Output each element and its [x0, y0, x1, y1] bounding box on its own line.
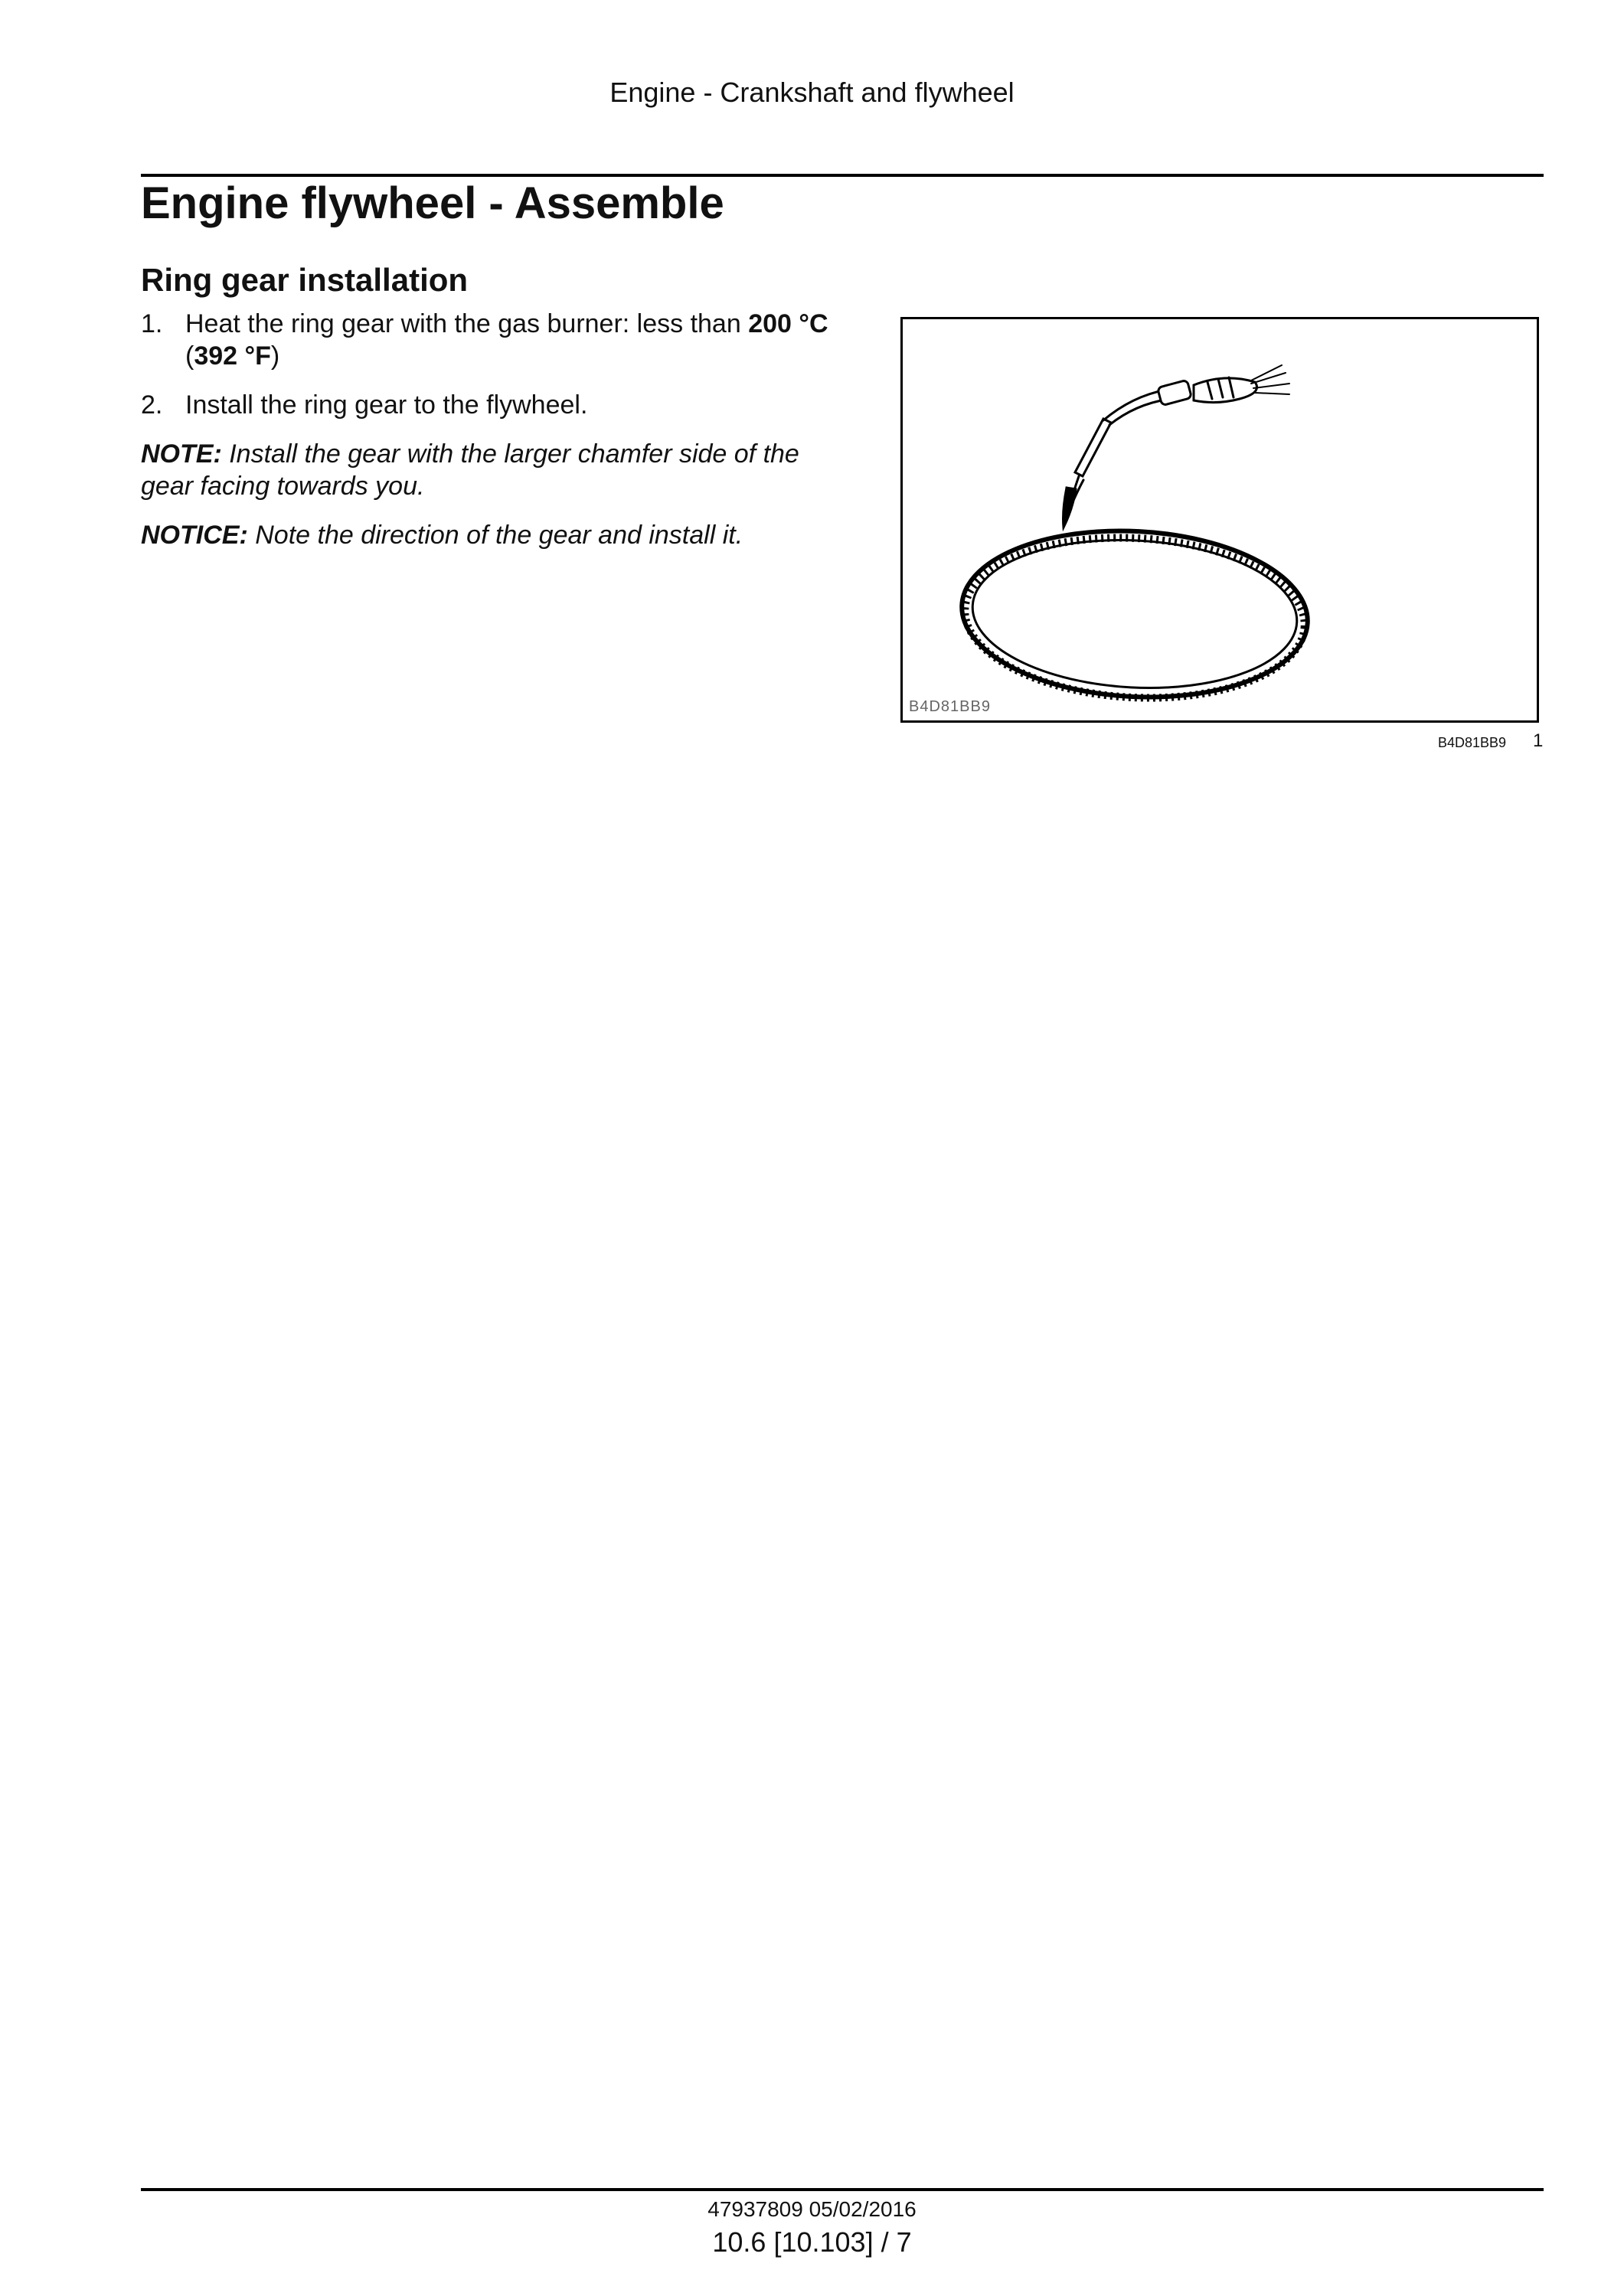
figure-caption-number: 1 [1533, 730, 1544, 751]
note-text: Install the gear with the larger chamfer side of the gear facing towards you. [141, 439, 799, 501]
ring-gear-icon [958, 522, 1312, 706]
note-label: NOTE: [141, 439, 222, 469]
gas-burner-icon [1064, 365, 1290, 527]
step-text-part: ( [185, 341, 194, 371]
step-text: Install the ring gear to the flywheel. [185, 390, 588, 420]
step-text-part: ) [270, 341, 280, 371]
instructions [141, 308, 845, 568]
footer-doc-reference: 47937809 05/02/2016 [707, 2197, 917, 2221]
step-number: 2. [141, 390, 163, 420]
footer-page-number: 10.6 [10.103] / 7 [712, 2226, 912, 2258]
figure-caption-code: B4D81BB9 [1438, 735, 1507, 750]
ring-gear-burner-illustration [903, 319, 1537, 720]
top-rule [141, 174, 1544, 177]
notice-text: Note the direction of the gear and install it. [247, 521, 743, 550]
note [141, 438, 845, 502]
notice-label: NOTICE: [141, 521, 248, 550]
step-text [185, 308, 845, 372]
running-header: Engine - Crankshaft and flywheel [609, 77, 1015, 108]
temperature-fahrenheit: 392 °F [194, 341, 271, 371]
step-number: 1. [141, 309, 163, 338]
notice [141, 519, 845, 551]
step-text-part: Heat the ring gear with the gas burner: less than [185, 309, 749, 338]
figure [900, 317, 1539, 723]
step-2 [141, 389, 845, 421]
step-1 [141, 308, 845, 372]
section-subtitle: Ring gear installation [141, 262, 469, 298]
temperature-celsius: 200 °C [748, 309, 828, 338]
bottom-rule [141, 2188, 1544, 2191]
page-title: Engine flywheel - Assemble [141, 178, 724, 228]
figure-inner-label: B4D81BB9 [909, 698, 991, 715]
